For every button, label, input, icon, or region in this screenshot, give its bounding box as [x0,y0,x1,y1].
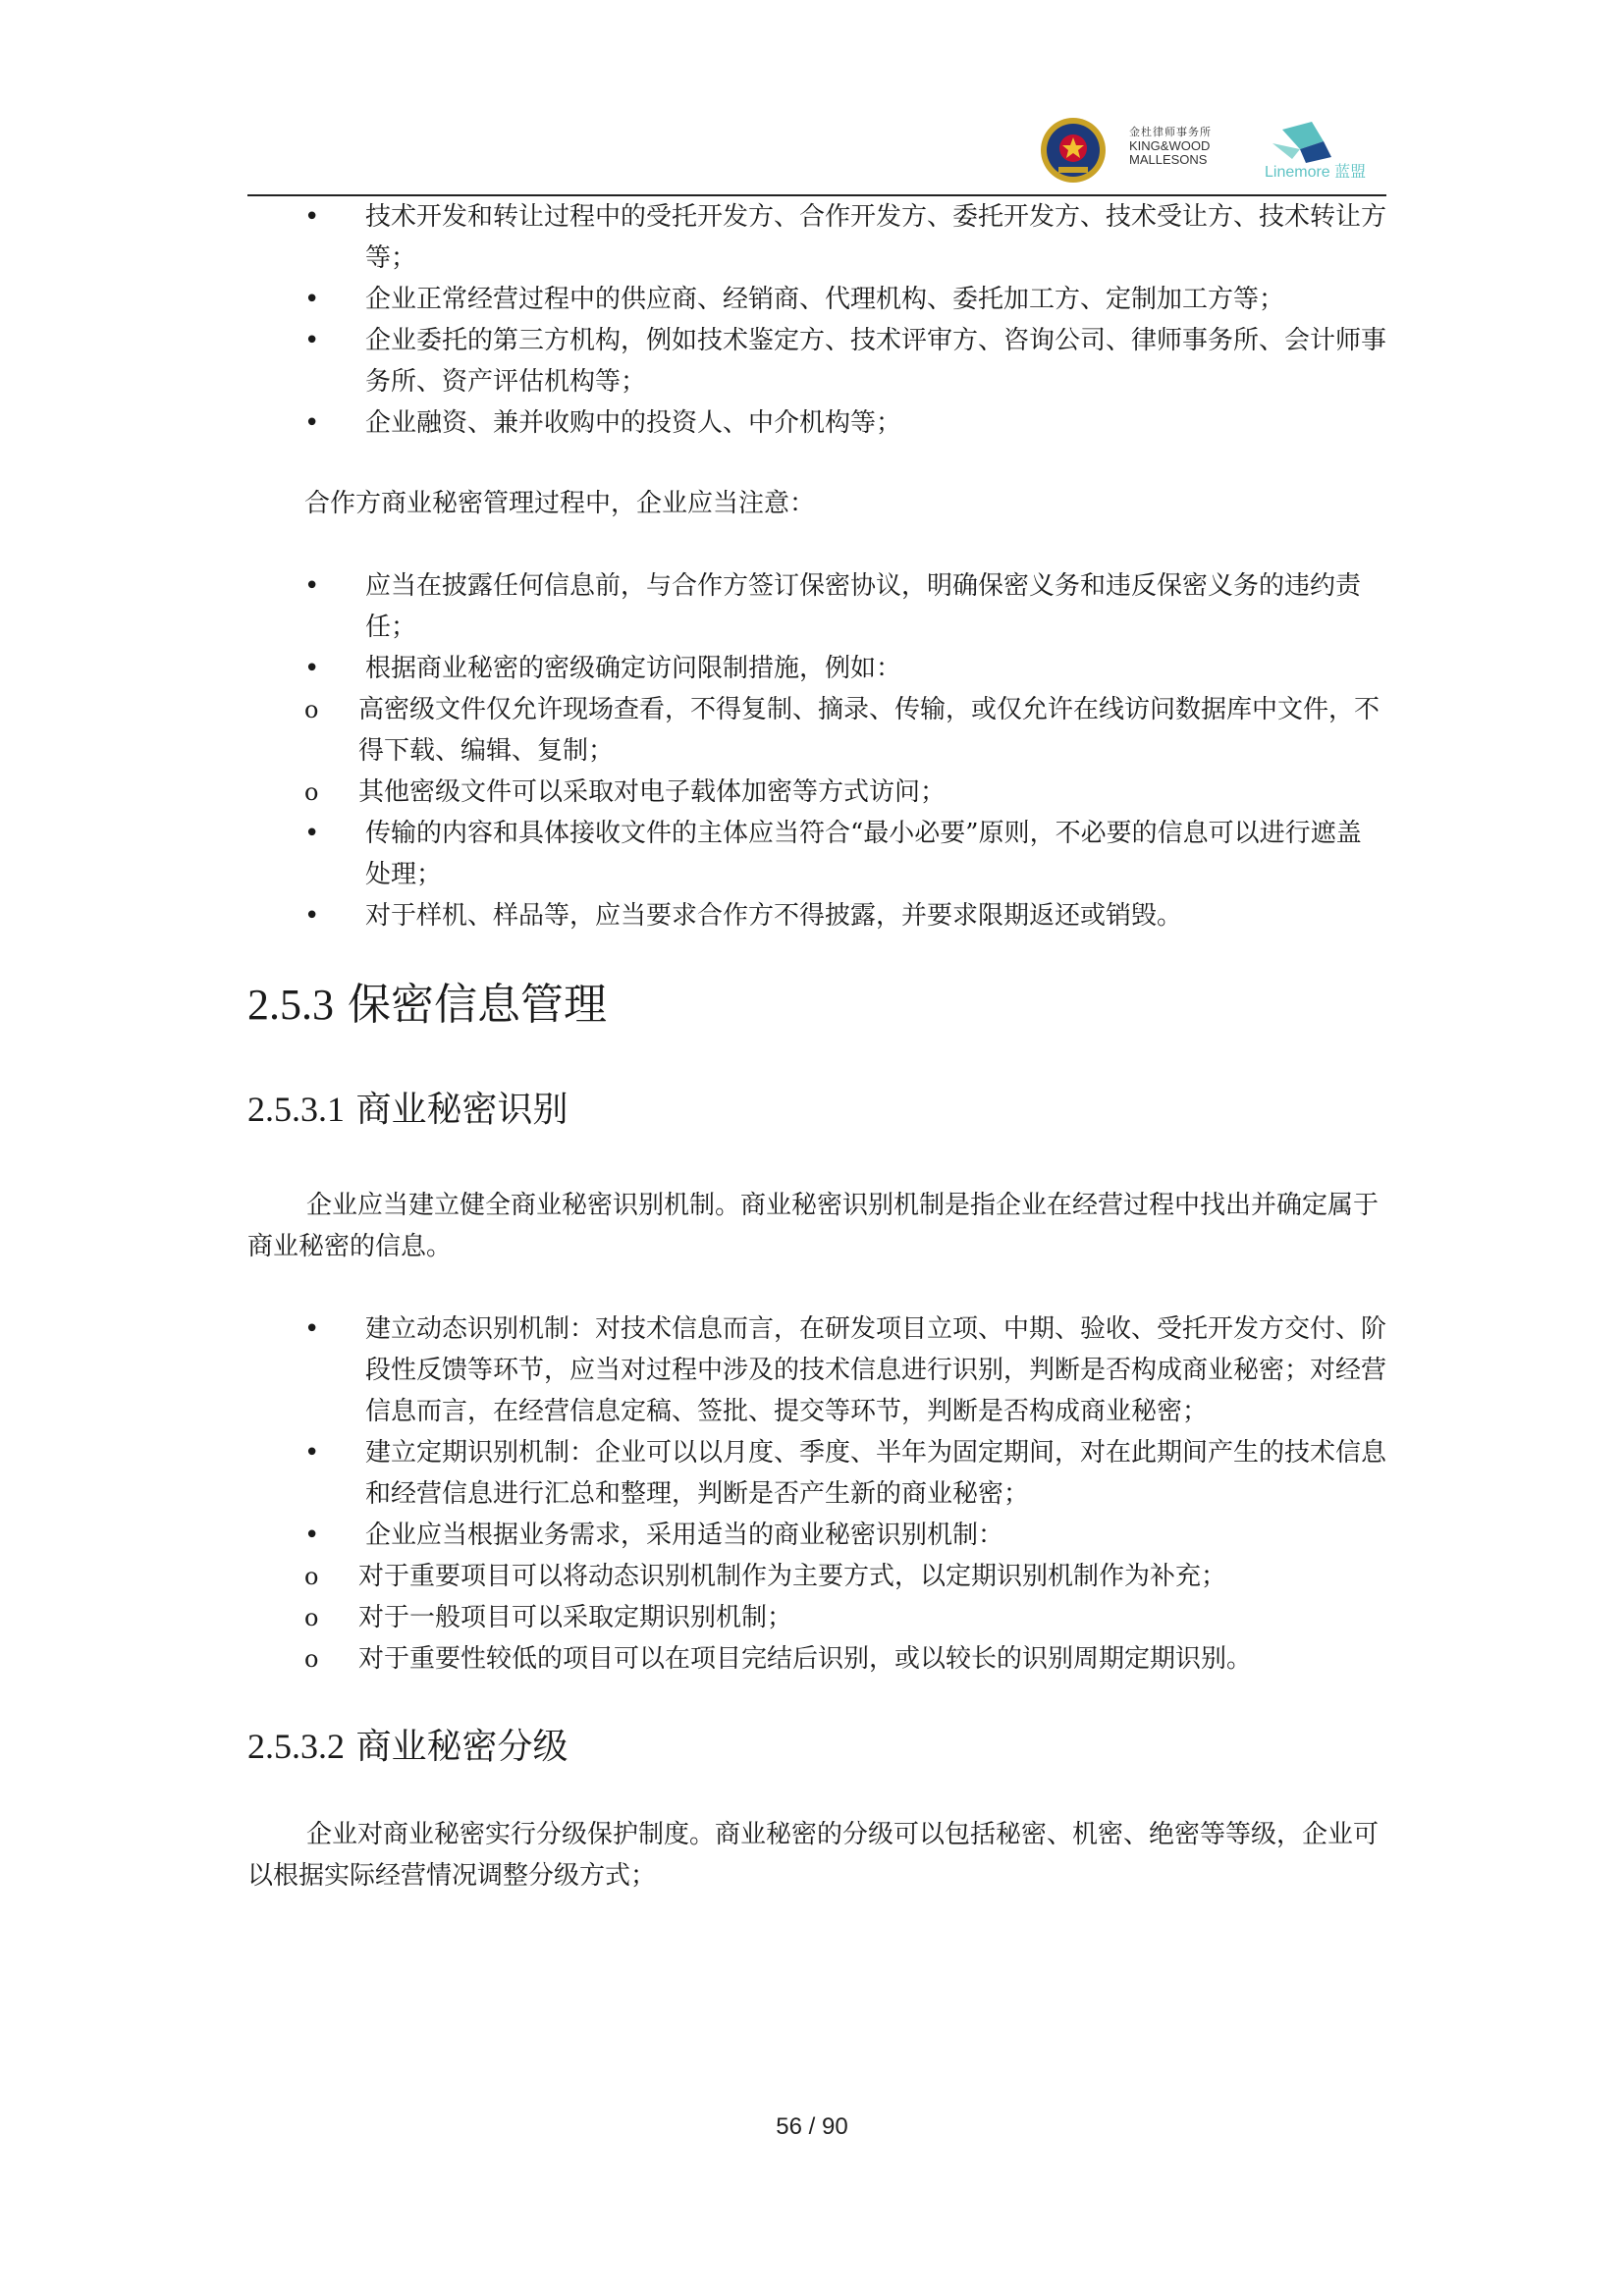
circle-bullet-icon: o [304,778,319,806]
bullet-icon: • [304,571,320,601]
page-number: 56 / 90 [776,2113,848,2140]
bullet-icon: • [304,654,320,683]
section-number: 2.5.3.2 [247,1727,345,1766]
identification-paragraph: 企业应当建立健全商业秘密识别机制。商业秘密识别机制是指企业在经营过程中找出并确定属于商业秘密的信息。 [247,1191,1380,1261]
sub-list-item: o 其他密级文件可以采取对电子载体加密等方式访问； [247,772,1386,813]
section-heading-2-5-3-1 [247,1086,1386,1134]
bullet-icon: • [304,202,320,232]
circle-bullet-icon: o [304,1645,319,1673]
sub-list-item: o 对于重要项目可以将动态识别机制作为主要方式，以定期识别机制作为补充； [247,1556,1386,1597]
list-item: • 建立定期识别机制：企业可以以月度、季度、半年为固定期间，对在此期间产生的技术信息和经营信息进行汇总和整理，判断是否产生新的商业秘密； [247,1432,1386,1515]
section-number: 2.5.3.1 [247,1090,345,1129]
list-item: • 企业正常经营过程中的供应商、经销商、代理机构、委托加工方、定制加工方等； [247,279,1386,320]
bullet-icon: • [304,1521,320,1550]
partner-list [247,196,1386,444]
section-number: 2.5.3 [247,981,334,1029]
police-emblem-icon [1039,116,1108,185]
bullet-icon: • [304,901,320,931]
bullet-icon: • [304,1438,320,1468]
section-title: 保密信息管理 [348,980,607,1030]
bullet-icon: • [304,285,320,314]
bullet-icon: • [304,326,320,355]
circle-bullet-icon: o [304,1604,319,1631]
section-heading-2-5-3 [247,978,1386,1033]
partner-management-intro: 合作方商业秘密管理过程中，企业应当注意： [304,489,816,518]
list-item: • 传输的内容和具体接收文件的主体应当符合“最小必要”原则，不必要的信息可以进行遮盖处理； [247,813,1386,895]
sub-list-item: o 对于重要性较低的项目可以在项目完结后识别，或以较长的识别周期定期识别。 [247,1638,1386,1680]
classification-paragraph: 企业对商业秘密实行分级保护制度。商业秘密的分级可以包括秘密、机密、绝密等等级，企业可以根据实际经营情况调整分级方式； [247,1820,1380,1891]
list-item: • 对于样机、样品等，应当要求合作方不得披露，并要求限期返还或销毁。 [247,895,1386,936]
circle-bullet-icon: o [304,1563,319,1590]
list-item: • 应当在披露任何信息前，与合作方签订保密协议，明确保密义务和违反保密义务的违约责任； [247,565,1386,648]
sub-list-item: o 高密级文件仅允许现场查看，不得复制、摘录、传输，或仅允许在线访问数据库中文件，不得下载、编辑、复制； [247,689,1386,772]
list-item: • 企业委托的第三方机构，例如技术鉴定方、技术评审方、咨询公司、律师事务所、会计师事务所、资产评估机构等； [247,320,1386,402]
kwm-logo [1129,124,1247,167]
kwm-logo-en-1: KING&WOOD [1129,138,1211,153]
page-header [247,110,1386,196]
circle-bullet-icon: o [304,696,319,723]
partner-measures-list [247,565,1386,936]
bullet-icon: • [304,1314,320,1344]
section-title: 商业秘密分级 [355,1727,568,1767]
bullet-icon: • [304,408,320,438]
section-title: 商业秘密识别 [355,1090,568,1130]
list-item: • 企业融资、兼并收购中的投资人、中介机构等； [247,402,1386,444]
page-content [247,196,1386,1896]
kwm-logo-cn: 金杜律师事务所 [1129,127,1212,138]
list-item: • 根据商业秘密的密级确定访问限制措施，例如： [247,648,1386,689]
list-item: • 企业应当根据业务需求，采用适当的商业秘密识别机制： [247,1515,1386,1556]
sub-list-item: o 对于一般项目可以采取定期识别机制； [247,1597,1386,1638]
section-heading-2-5-3-2 [247,1723,1386,1771]
bullet-icon: • [304,819,320,848]
identification-list [247,1308,1386,1680]
list-item: • 建立动态识别机制：对技术信息而言，在研发项目立项、中期、验收、受托开发方交付、阶段性反馈等环节，应当对过程中涉及的技术信息进行识别，判断是否构成商业秘密；对经营信息而言，在经营信息定稿、签批、提交等环节，判断是否构成商业秘密； [247,1308,1386,1432]
kwm-logo-en-2: MALLESONS [1129,152,1208,167]
list-item: • 技术开发和转让过程中的受托开发方、合作开发方、委托开发方、技术受让方、技术转让方等； [247,196,1386,279]
linemore-logo-text: Linemore 蓝盟 [1265,164,1367,181]
